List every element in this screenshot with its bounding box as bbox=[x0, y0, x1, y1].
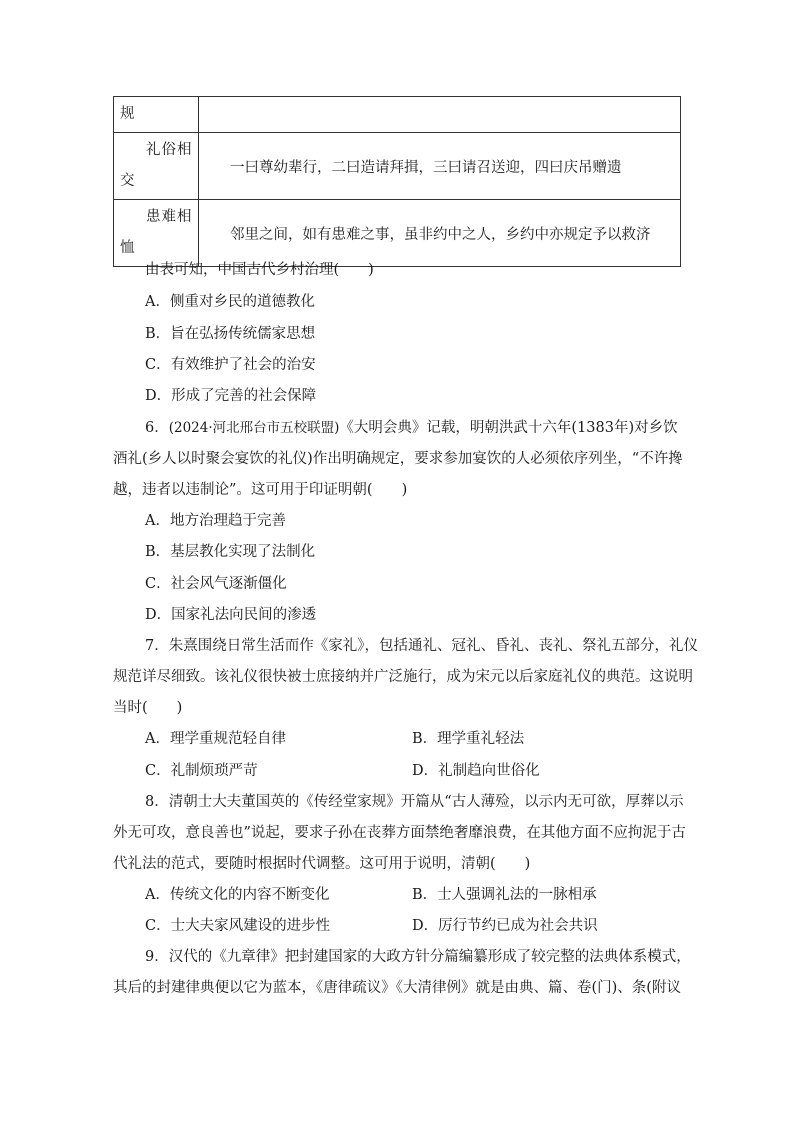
table-row bbox=[114, 133, 681, 200]
q8-option-c[interactable]: C．士大夫家风建设的进步性 bbox=[145, 918, 331, 934]
category-label-line2: 恤 bbox=[120, 240, 135, 256]
q7-line-2: 规范详尽细致。该礼仪很快被士庶接纳并广泛施行，成为宋元以后家庭礼仪的典范。这说明 bbox=[113, 669, 693, 685]
q6-line-2: 酒礼(乡人以时聚会宴饮的礼仪)作出明确规定，要求参加宴饮的人必须依序列坐，“不许搀 bbox=[113, 451, 683, 467]
q6-option-c[interactable]: C．社会风气逐渐僵化 bbox=[145, 576, 287, 592]
table-row bbox=[114, 97, 681, 133]
village-compact-table bbox=[113, 96, 681, 267]
category-label-line1: 礼俗相 bbox=[146, 142, 193, 158]
q6-line-3: 越，违者以违制论”。这可用于印证明朝( ) bbox=[113, 482, 408, 498]
q8-line-1: 8．清朝士大夫董国英的《传经堂家规》开篇从“古人薄殓，以示内无可欲，厚葬以示 bbox=[145, 794, 684, 810]
table-row bbox=[114, 200, 681, 267]
q7-option-c[interactable]: C．礼制烦琐严苛 bbox=[145, 763, 258, 779]
q9-line-2: 其后的封建律典便以它为蓝本，《唐律疏议》《大清律例》就是由典、篇、卷(门)、条(附议 bbox=[113, 980, 681, 996]
category-label-line2: 交 bbox=[120, 173, 135, 189]
q6-number: 6． bbox=[145, 420, 169, 436]
description-cell: 邻里之间，如有患难之事，虽非约中之人，乡约中亦规定予以救济 bbox=[199, 200, 681, 267]
description-cell bbox=[199, 97, 681, 133]
q7-option-a[interactable]: A．理学重规范轻自律 bbox=[145, 731, 286, 747]
q5-option-b[interactable]: B．旨在弘扬传统儒家思想 bbox=[145, 326, 316, 342]
q8-option-b[interactable]: B．士人强调礼法的一脉相承 bbox=[412, 887, 597, 903]
q6-text: 《大明会典》记载，明朝洪武十六年(1383年)对乡饮 bbox=[339, 420, 678, 436]
q5-option-d[interactable]: D．形成了完善的社会保障 bbox=[145, 388, 317, 404]
category-cell bbox=[114, 97, 199, 133]
q9-line-1: 9．汉代的《九章律》把封建国家的大政方针分篇编纂形成了较完整的法典体系模式， bbox=[145, 949, 691, 965]
q5-option-c[interactable]: C．有效维护了社会的治安 bbox=[145, 357, 316, 373]
q5-stem: 由表可知，中国古代乡村治理( ) bbox=[145, 262, 374, 278]
q8-line-3: 代礼法的范式，要随时根据时代调整。这可用于说明，清朝( ) bbox=[113, 856, 531, 872]
category-label-line1: 患难相 bbox=[146, 209, 193, 225]
category-cell bbox=[114, 200, 199, 267]
q5-option-a[interactable]: A．侧重对乡民的道德教化 bbox=[145, 294, 315, 310]
q7-option-d[interactable]: D．礼制趋向世俗化 bbox=[412, 763, 540, 779]
description-cell: 一曰尊幼辈行，二曰造请拜揖，三曰请召送迎，四曰庆吊赠遗 bbox=[199, 133, 681, 200]
category-label: 规 bbox=[120, 106, 135, 122]
q6-option-d[interactable]: D．国家礼法向民间的渗透 bbox=[145, 607, 317, 623]
q6-option-a[interactable]: A．地方治理趋于完善 bbox=[145, 513, 286, 529]
q7-line-3: 当时( ) bbox=[113, 700, 183, 716]
q7-option-b[interactable]: B．理学重礼轻法 bbox=[412, 731, 525, 747]
category-cell bbox=[114, 133, 199, 200]
q6-line-1 bbox=[145, 418, 678, 438]
q7-line-1: 7．朱熹围绕日常生活而作《家礼》，包括通礼、冠礼、昏礼、丧礼、祭礼五部分，礼仪 bbox=[145, 638, 698, 654]
q6-source: (2024·河北邢台市五校联盟) bbox=[168, 420, 340, 436]
q8-option-d[interactable]: D．厉行节约已成为社会共识 bbox=[412, 918, 598, 934]
q8-line-2: 外无可攻，意良善也”说起，要求子孙在丧葬方面禁绝奢靡浪费，在其他方面不应拘泥于古 bbox=[113, 825, 686, 841]
q6-option-b[interactable]: B．基层教化实现了法制化 bbox=[145, 544, 316, 560]
q8-option-a[interactable]: A．传统文化的内容不断变化 bbox=[145, 887, 330, 903]
